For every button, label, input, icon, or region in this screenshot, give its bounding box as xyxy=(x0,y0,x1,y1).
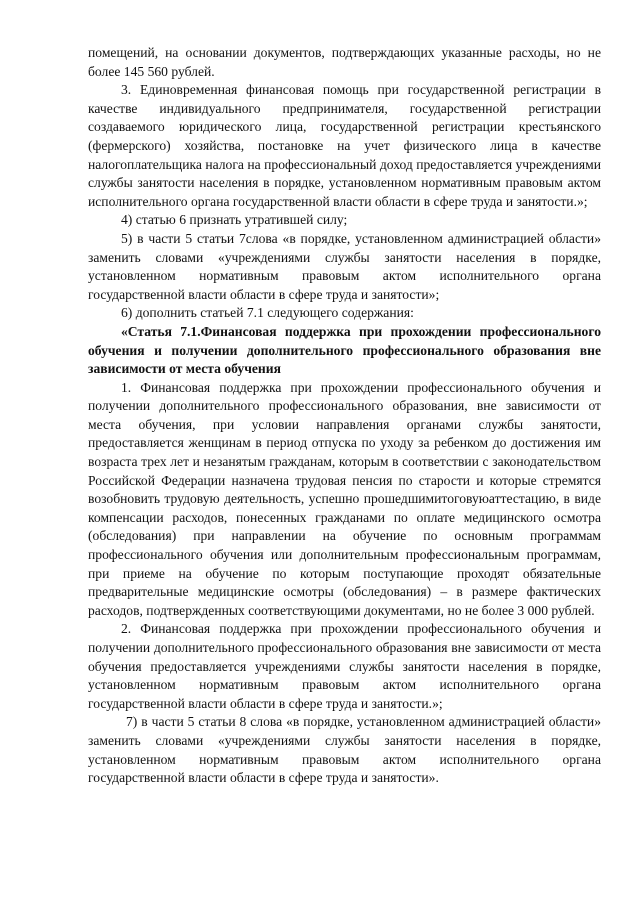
paragraph-item-4: 4) статью 6 признать утратившей силу; xyxy=(121,212,348,228)
article-clause-1: 1. Финансовая поддержка при прохождении профессионального обучения и получении дополнительного профессионального образования, вне зависимости от места обучения, при условии направления органами службы занятости, предоставляется женщинам в период отпуска по уходу за ребенком до достижения им возраста трех лет и незанятым гражданам, которым в соответствии с законодательством Российской Федерации назначена трудовая пенсия по старости и которые стремятся возобновить трудовую деятельность, успешно прошедшимитоговуюаттестацию, в виде компенсации расходов, понесенных гражданами по оплате медицинского осмотра (обследования) при направлении на обучение по основным программам профессионального обучения или дополнительным профессиональным программам, при приеме на обучение по которым поступающие проходят обязательные предварительные медицинские осмотры (обследования) – в размере фактических расходов, подтвержденных соответствующими документами, но не более 3 000 рублей. xyxy=(88,379,601,618)
paragraph-item-6: 6) дополнить статьей 7.1 следующего содержания: xyxy=(121,305,414,321)
document-page xyxy=(88,44,601,788)
article-heading: «Статья 7.1.Финансовая поддержка при прохождении профессионального обучения и получении дополнительного профессионального образования вне зависимости от места обучения xyxy=(88,323,601,377)
paragraph-item-3: 3. Единовременная финансовая помощь при государственной регистрации в качестве индивидуального предпринимателя, государственной регистрации создаваемого юридического лица, государственной регистрации крестьянского (фермерского) хозяйства, постановке на учет физического лица в качестве налогоплательщика налога на профессиональный доход предоставляется учреждениями службы занятости населения в порядке, установленном нормативным правовым актом исполнительного органа государственной власти области в сфере труда и занятости.»; xyxy=(88,82,601,209)
paragraph-item-5: 5) в части 5 статьи 7слова «в порядке, установленном администрацией области» заменить словами «учреждениями службы занятости населения в порядке, установленном нормативным правовым актом исполнительного органа государственной власти области в сфере труда и занятости»; xyxy=(88,230,601,302)
paragraph-item-7: 7) в части 5 статьи 8 слова «в порядке, установленном администрацией области» заменить словами «учреждениями службы занятости населения в порядке, установленном нормативным правовым актом исполнительного органа государственной власти области в сфере труда и занятости». xyxy=(88,714,601,786)
article-clause-2: 2. Финансовая поддержка при прохождении профессионального обучения и получении дополнительного профессионального образования вне зависимости от места обучения предоставляется учреждениями службы занятости населения в порядке, установленном нормативным правовым актом исполнительного органа государственной власти области в сфере труда и занятости.»; xyxy=(88,621,601,711)
paragraph-continuation: помещений, на основании документов, подтверждающих указанные расходы, но не более 145 560 рублей. xyxy=(88,45,601,79)
